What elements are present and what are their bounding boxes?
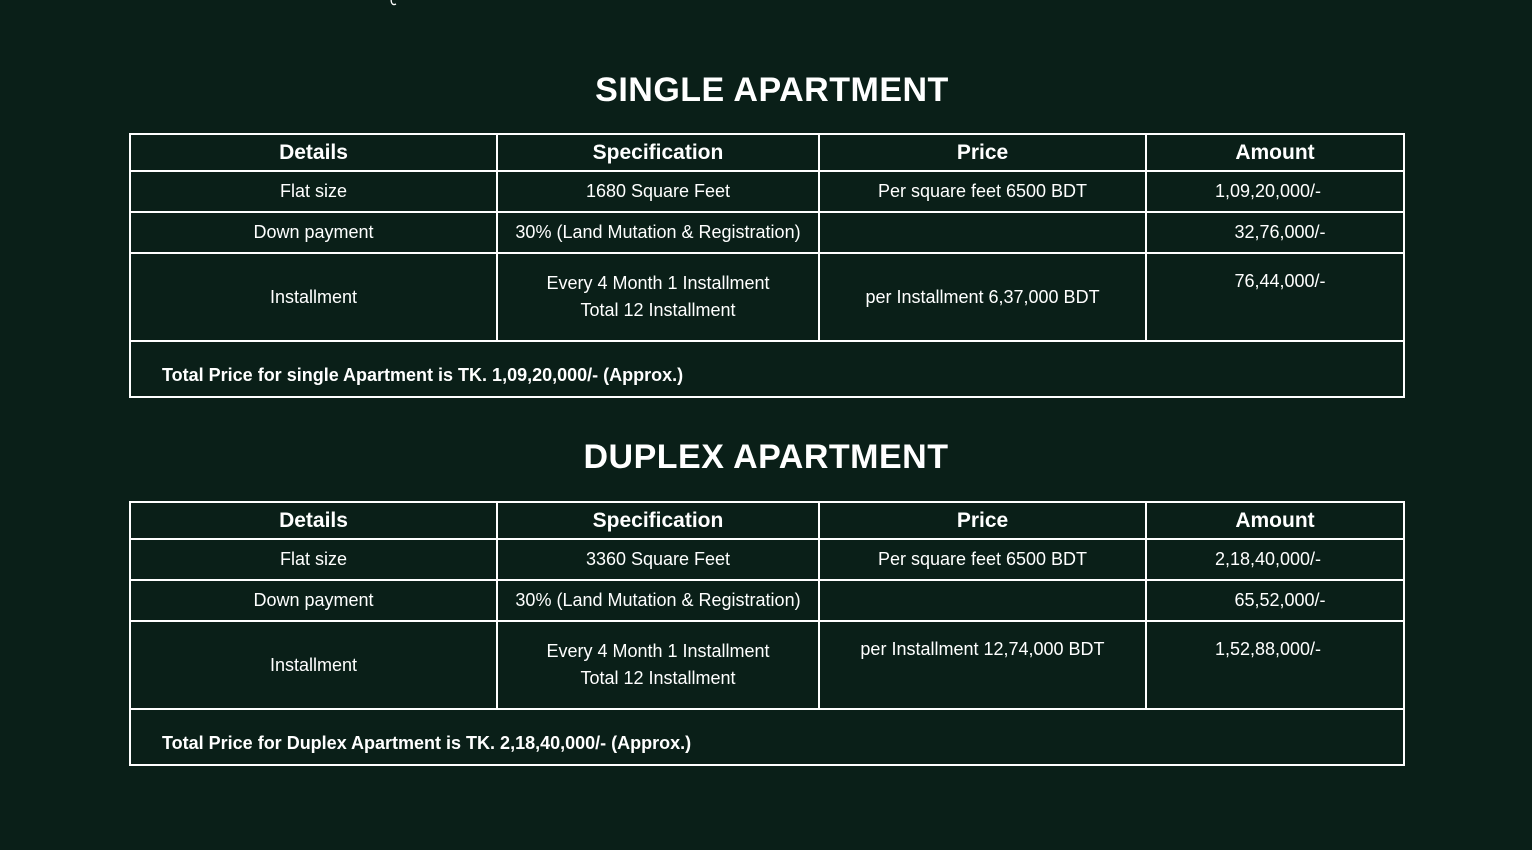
single-apartment-price-table	[129, 133, 1405, 398]
header-amount: Amount	[1146, 135, 1403, 171]
down-payment-specification: 30% (Land Mutation & Registration)	[497, 580, 819, 621]
flat-size-amount-value: 1,09,20,000/-	[1214, 181, 1322, 201]
down-payment-amount	[1146, 580, 1403, 621]
installment-specification	[497, 621, 819, 709]
header-price: Price	[819, 135, 1146, 171]
flat-size-details: Flat size	[131, 171, 497, 212]
installment-spec-line1: Every 4 Month 1 Installment	[546, 273, 770, 293]
header-details: Details	[131, 503, 497, 539]
installment-spec-line1: Every 4 Month 1 Installment	[546, 641, 770, 661]
flat-size-price: Per square feet 6500 BDT	[819, 539, 1146, 580]
table-row	[131, 171, 1403, 212]
installment-details: Installment	[131, 621, 497, 709]
installment-amount-value: 1,52,88,000/-	[1214, 639, 1322, 659]
single-price-grid	[131, 135, 1403, 342]
installment-price: per Installment 6,37,000 BDT	[819, 253, 1146, 341]
table-row	[131, 253, 1403, 341]
installment-amount	[1146, 253, 1403, 341]
single-total-price: Total Price for single Apartment is TK. 1,09,20,000/- (Approx.)	[162, 365, 684, 385]
flat-size-specification: 3360 Square Feet	[497, 539, 819, 580]
down-payment-amount	[1146, 212, 1403, 253]
down-payment-amount-value: 65,52,000/-	[1234, 590, 1326, 610]
flat-size-amount-value: 2,18,40,000/-	[1214, 549, 1322, 569]
header-amount: Amount	[1146, 503, 1403, 539]
table-row	[131, 621, 1403, 709]
installment-spec-line2: Total 12 Installment	[580, 668, 736, 688]
flat-size-details: Flat size	[131, 539, 497, 580]
flat-size-specification: 1680 Square Feet	[497, 171, 819, 212]
header-specification: Specification	[497, 135, 819, 171]
installment-specification	[497, 253, 819, 341]
single-apartment-title: SINGLE APARTMENT	[595, 71, 949, 109]
duplex-apartment-price-table	[129, 501, 1405, 766]
flat-size-price: Per square feet 6500 BDT	[819, 171, 1146, 212]
down-payment-details: Down payment	[131, 212, 497, 253]
down-payment-specification: 30% (Land Mutation & Registration)	[497, 212, 819, 253]
table-header-row	[131, 503, 1403, 539]
header-price: Price	[819, 503, 1146, 539]
down-payment-details: Down payment	[131, 580, 497, 621]
installment-price: per Installment 12,74,000 BDT	[819, 621, 1146, 709]
installment-amount-value: 76,44,000/-	[1234, 271, 1326, 291]
table-header-row	[131, 135, 1403, 171]
installment-details: Installment	[131, 253, 497, 341]
header-specification: Specification	[497, 503, 819, 539]
installment-spec-line2: Total 12 Installment	[580, 300, 736, 320]
table-row	[131, 212, 1403, 253]
installment-amount	[1146, 621, 1403, 709]
table-row	[131, 580, 1403, 621]
header-details: Details	[131, 135, 497, 171]
duplex-price-grid	[131, 503, 1403, 710]
decorative-flourish-icon	[388, 0, 402, 8]
duplex-apartment-title: DUPLEX APARTMENT	[583, 438, 949, 476]
duplex-total-price: Total Price for Duplex Apartment is TK. 2,18,40,000/- (Approx.)	[162, 733, 692, 753]
down-payment-price	[819, 580, 1146, 621]
table-row	[131, 539, 1403, 580]
flat-size-amount	[1146, 539, 1403, 580]
down-payment-amount-value: 32,76,000/-	[1234, 222, 1326, 242]
flat-size-amount	[1146, 171, 1403, 212]
down-payment-price	[819, 212, 1146, 253]
